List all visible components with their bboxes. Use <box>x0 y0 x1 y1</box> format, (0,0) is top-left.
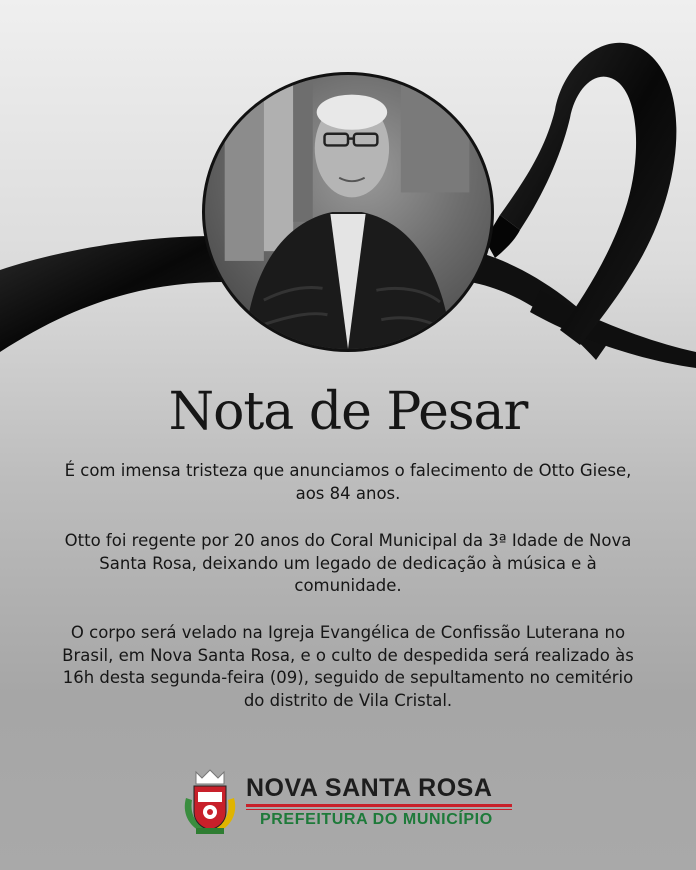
funeral-details-paragraph: O corpo será velado na Igreja Evangélica de Confissão Luterana no Brasil, em Nova Santa Rosa, e o culto de despedida será realizado às 16h desta segunda-feira (09), seguido de sepultamento no cemitério do distrito de Vila Cristal. <box>62 623 634 710</box>
municipality-subtitle: PREFEITURA DO MUNICÍPIO <box>260 811 493 828</box>
tribute-paragraph: Otto foi regente por 20 anos do Coral Municipal da 3ª Idade de Nova Santa Rosa, deixando um legado de dedicação à música e à comunidade. <box>64 531 632 595</box>
municipality-logo <box>180 768 520 838</box>
portrait-photo <box>202 72 494 352</box>
municipal-crest-icon <box>180 768 240 836</box>
logo-divider-red <box>246 804 512 807</box>
logo-divider-thin <box>246 809 512 810</box>
page-title: Nota de Pesar <box>168 382 528 442</box>
municipality-name: NOVA SANTA ROSA <box>246 774 493 802</box>
announcement-paragraph: É com imensa tristeza que anunciamos o falecimento de Otto Giese, aos 84 anos. <box>64 461 632 503</box>
portrait-illustration-icon <box>205 75 491 349</box>
